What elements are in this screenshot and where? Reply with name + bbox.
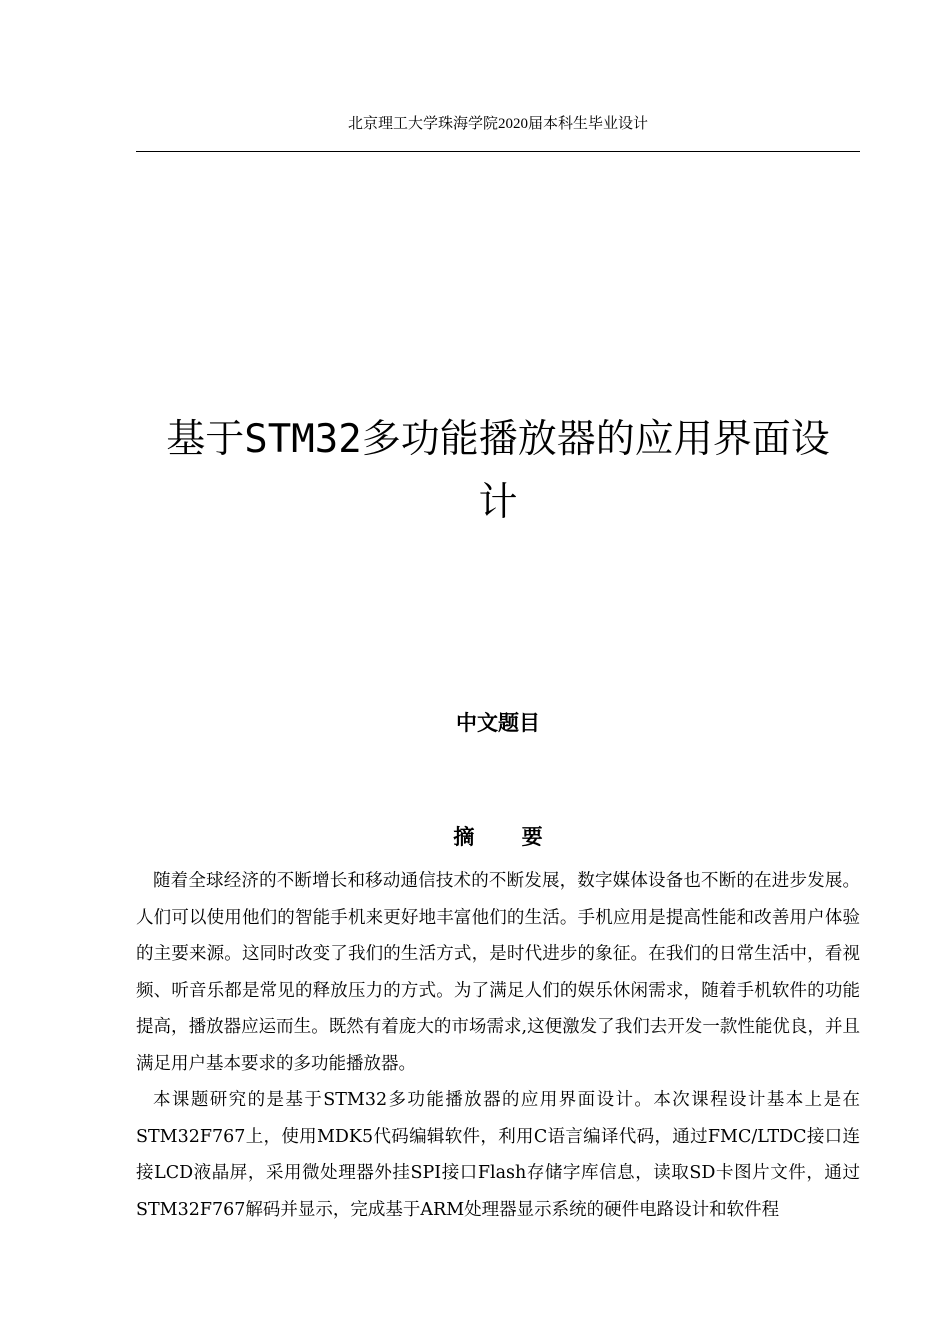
abstract-body [136, 863, 860, 1228]
abstract-paragraph-1: 随着全球经济的不断增长和移动通信技术的不断发展，数字媒体设备也不断的在进步发展。人们可以使用他们的智能手机来更好地丰富他们的生活。手机应用是提高性能和改善用户体验的主要来源。这同时改变了我们的生活方式，是时代进步的象征。在我们的日常生活中，看视频、听音乐都是常见的释放压力的方式。为了满足人们的娱乐休闲需求，随着手机软件的功能提高，播放器应运而生。既然有着庞大的市场需求,这便激发了我们去开发一款性能优良，并且满足用户基本要求的多功能播放器。 [136, 871, 860, 1074]
thesis-title-line-2: 计 [478, 480, 518, 525]
thesis-title-line-1: 基于STM32多功能播放器的应用界面设 [166, 417, 830, 462]
chinese-title-label: 中文题目 [456, 711, 540, 735]
thesis-title [136, 408, 860, 534]
abstract-heading: 摘 要 [453, 825, 563, 849]
header-divider [136, 151, 860, 152]
abstract-paragraph-2: 本课题研究的是基于STM32多功能播放器的应用界面设计。本次课程设计基本上是在STM32F767上，使用MDK5代码编辑软件，利用C语言编译代码，通过FMC/LTDC接口连接LCD液晶屏，采用微处理器外挂SPI接口Flash存储字库信息，读取SD卡图片文件，通过STM32F767解码并显示，完成基于ARM处理器显示系统的硬件电路设计和软件程 [136, 1090, 860, 1220]
page-header: 北京理工大学珠海学院2020届本科生毕业设计 [347, 116, 648, 132]
